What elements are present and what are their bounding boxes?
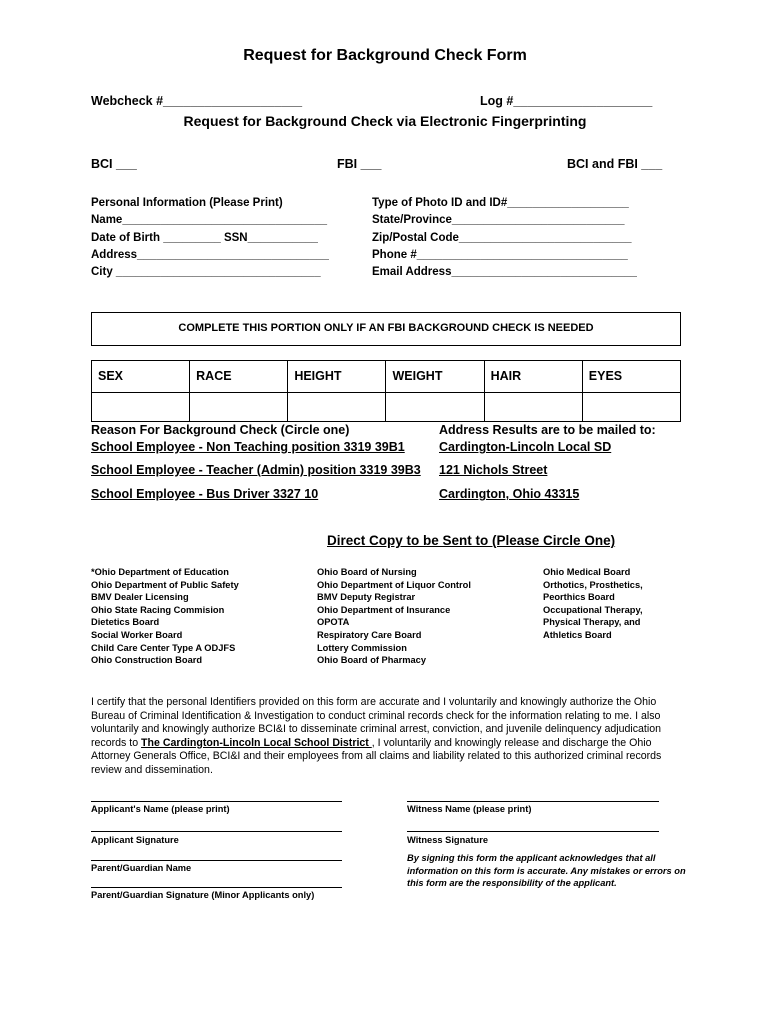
fbi-option[interactable]: FBI ___ xyxy=(337,157,382,171)
log-field[interactable]: Log #____________________ xyxy=(480,94,653,108)
agency-list-3 xyxy=(543,566,643,642)
webcheck-field[interactable]: Webcheck #____________________ xyxy=(91,94,303,108)
mail-district: Cardington-Lincoln Local SD xyxy=(439,440,612,454)
reason-teacher[interactable]: School Employee - Teacher (Admin) position 3319 39B3 xyxy=(91,463,421,477)
mail-city: Cardington, Ohio 43315 xyxy=(439,487,580,501)
personal-info-right xyxy=(372,195,637,281)
fbi-details-table xyxy=(91,360,681,422)
agency-option[interactable]: OPOTA xyxy=(317,617,350,628)
reason-heading: Reason For Background Check (Circle one) xyxy=(91,423,350,437)
agency-option[interactable]: Peorthics Board xyxy=(543,592,615,603)
certification-paragraph xyxy=(91,696,687,778)
sex-cell[interactable] xyxy=(92,392,190,421)
acknowledgement-note: By signing this form the applicant acknowledges that all information on this form is accurate. Any mistakes or errors on this form are the responsibility of the applicant. xyxy=(407,853,686,889)
agency-option[interactable]: Dietetics Board xyxy=(91,617,160,628)
agency-option[interactable]: BMV Dealer Licensing xyxy=(91,592,189,603)
weight-cell[interactable] xyxy=(386,392,484,421)
photo-id-field[interactable]: Type of Photo ID and ID#___________________ xyxy=(372,197,629,209)
direct-copy-heading: Direct Copy to be Sent to (Please Circle One) xyxy=(327,533,616,548)
eyes-header: EYES xyxy=(582,361,680,393)
reason-bus-driver[interactable]: School Employee - Bus Driver 3327 10 xyxy=(91,487,319,501)
hair-header: HAIR xyxy=(484,361,582,393)
certification-text-2: , I voluntarily and knowingly release and discharge the Ohio Attorney Generals Office, BCI&I and their employees from all claims and liability related to this authorized criminal records review and dissemination. xyxy=(91,736,662,776)
agency-option[interactable]: Ohio Department of Liquor Control xyxy=(317,579,471,590)
bci-and-fbi-option[interactable]: BCI and FBI ___ xyxy=(567,157,663,171)
agency-option[interactable]: Ohio Department of Public Safety xyxy=(91,579,239,590)
city-field[interactable]: City ________________________________ xyxy=(91,266,321,279)
reason-non-teaching[interactable]: School Employee - Non Teaching position 3319 39B1 xyxy=(91,440,405,454)
agency-list-1 xyxy=(91,566,239,667)
agency-option[interactable]: BMV Deputy Registrar xyxy=(317,592,416,603)
agency-option[interactable]: Ohio Board of Pharmacy xyxy=(317,655,427,666)
mail-street: 121 Nichols Street xyxy=(439,463,548,477)
witness-name-label: Witness Name (please print) xyxy=(407,804,532,814)
applicant-name-line[interactable] xyxy=(91,801,342,802)
agency-option[interactable]: Lottery Commission xyxy=(317,642,407,653)
witness-signature-label: Witness Signature xyxy=(407,835,489,845)
applicant-signature-line[interactable] xyxy=(91,831,342,832)
hair-cell[interactable] xyxy=(484,392,582,421)
fbi-notice-text: COMPLETE THIS PORTION ONLY IF AN FBI BACKGROUND CHECK IS NEEDED xyxy=(178,322,594,334)
height-header: HEIGHT xyxy=(288,361,386,393)
agency-option[interactable]: Respiratory Care Board xyxy=(317,629,422,640)
agency-option[interactable]: Ohio State Racing Commision xyxy=(91,604,225,615)
certification-text-1: I certify that the personal Identifiers provided on this form are accurate and I voluntarily and knowingly authorize the Ohio Bureau of Criminal Identification & Investigation to conduct criminal records check for the information relating to me. I also voluntarily and knowingly authorize BCI&I to disseminate criminal arrest, conviction, and juvenile delinquency adjudication records to xyxy=(91,696,662,749)
weight-header: WEIGHT xyxy=(386,361,484,393)
applicant-signature-label: Applicant Signature xyxy=(91,835,179,845)
height-cell[interactable] xyxy=(288,392,386,421)
personal-info-heading: Personal Information (Please Print) xyxy=(91,197,283,209)
agency-option[interactable]: Orthotics, Prosthetics, xyxy=(543,579,643,590)
eyes-cell[interactable] xyxy=(582,392,680,421)
agency-option[interactable]: Ohio Board of Nursing xyxy=(317,567,417,577)
parent-signature-line[interactable] xyxy=(91,887,342,888)
witness-name-line[interactable] xyxy=(407,801,659,802)
mail-heading: Address Results are to be mailed to: xyxy=(439,423,656,437)
agency-option[interactable]: Ohio Department of Insurance xyxy=(317,604,451,615)
fbi-notice-box xyxy=(91,312,681,346)
parent-name-line[interactable] xyxy=(91,860,342,861)
bci-option[interactable]: BCI ___ xyxy=(91,157,137,171)
race-cell[interactable] xyxy=(190,392,288,421)
personal-info-left xyxy=(91,195,329,281)
zip-field[interactable]: Zip/Postal Code___________________________ xyxy=(372,231,632,244)
agency-option[interactable]: *Ohio Department of Education xyxy=(91,567,229,577)
email-field[interactable]: Email Address_____________________________ xyxy=(372,266,637,279)
parent-signature-label: Parent/Guardian Signature (Minor Applicants only) xyxy=(91,890,315,900)
dob-ssn-field[interactable]: Date of Birth _________ SSN___________ xyxy=(91,231,318,244)
form-subtitle: Request for Background Check via Electronic Fingerprinting xyxy=(183,113,587,129)
agency-option[interactable]: Social Worker Board xyxy=(91,629,183,640)
form-title: Request for Background Check Form xyxy=(243,47,527,64)
phone-field[interactable]: Phone #_________________________________ xyxy=(372,248,628,261)
agency-list-2 xyxy=(317,566,471,667)
agency-option[interactable]: Athletics Board xyxy=(543,629,612,640)
district-name: The Cardington-Lincoln Local School District xyxy=(141,736,372,749)
state-field[interactable]: State/Province___________________________ xyxy=(372,214,625,227)
witness-signature-line[interactable] xyxy=(407,831,659,832)
sex-header: SEX xyxy=(92,361,190,393)
agency-option[interactable]: Ohio Medical Board xyxy=(543,567,631,577)
applicant-name-label: Applicant's Name (please print) xyxy=(91,804,230,814)
name-field[interactable]: Name________________________________ xyxy=(91,214,327,227)
agency-option[interactable]: Child Care Center Type A ODJFS xyxy=(91,642,236,653)
address-field[interactable]: Address______________________________ xyxy=(91,248,329,261)
agency-option[interactable]: Ohio Construction Board xyxy=(91,655,203,666)
agency-option[interactable]: Physical Therapy, and xyxy=(543,617,641,628)
race-header: RACE xyxy=(190,361,288,393)
parent-name-label: Parent/Guardian Name xyxy=(91,863,192,873)
agency-option[interactable]: Occupational Therapy, xyxy=(543,604,643,615)
